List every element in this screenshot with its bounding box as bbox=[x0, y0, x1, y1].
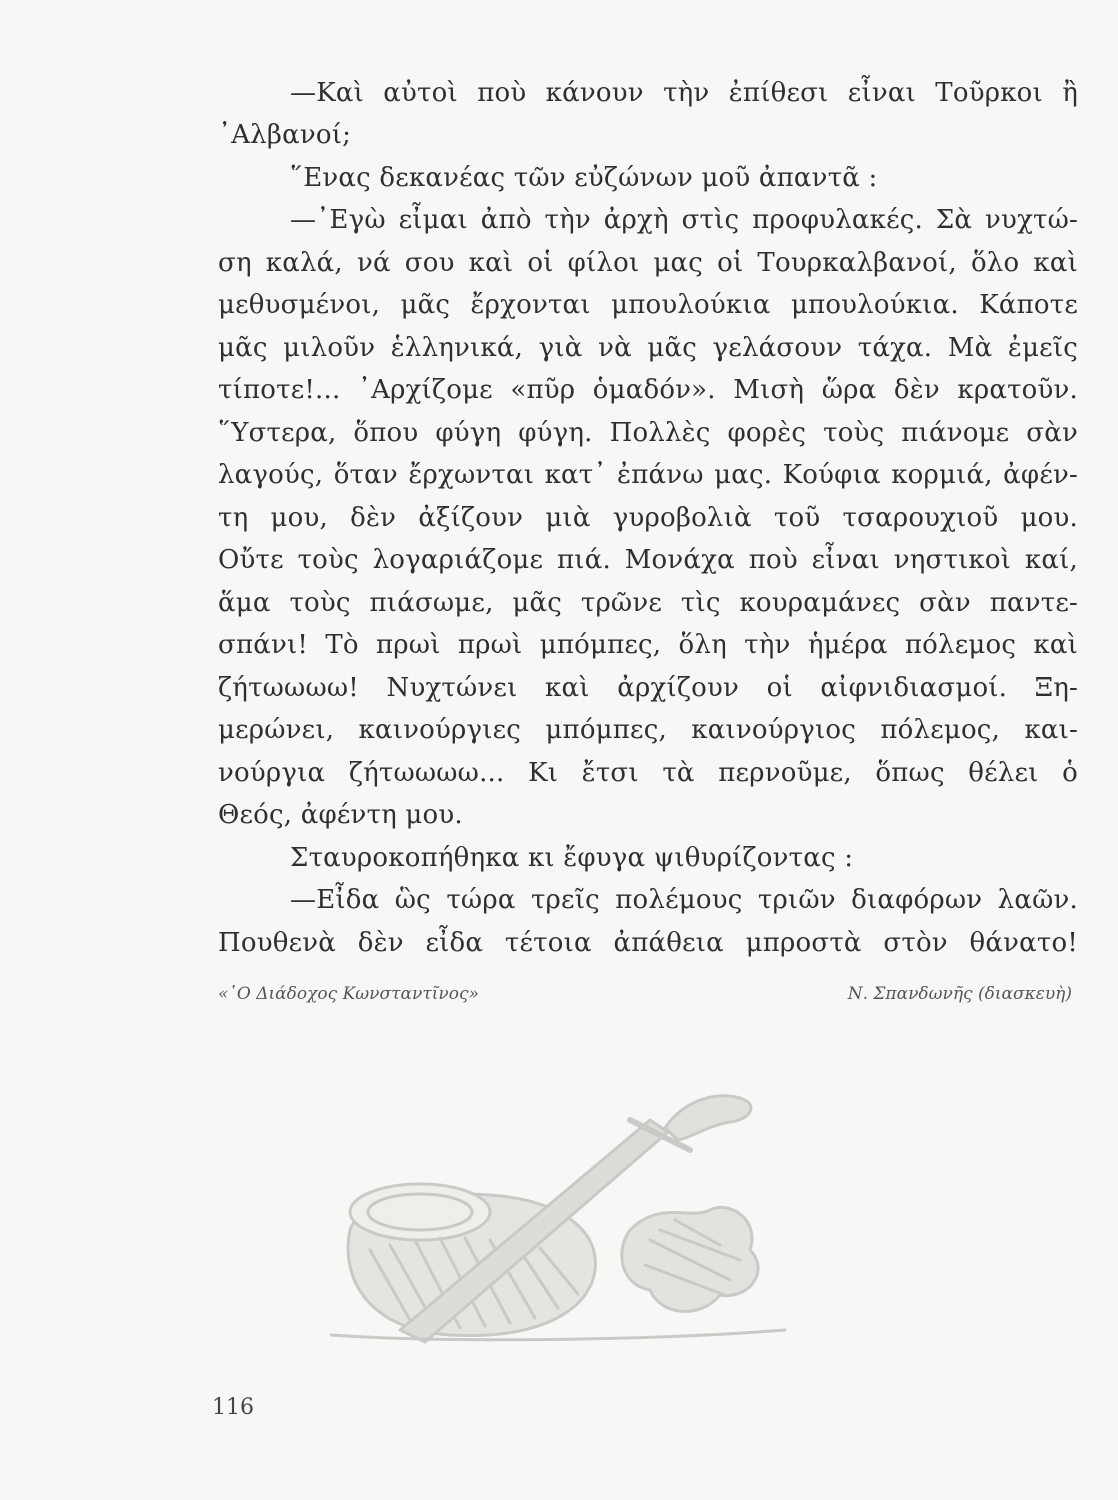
text-line: —᾿Εγὼ εἶμαι ἀπὸ τὴν ἀρχὴ στὶς προφυλακές. Σὰ νυχτώ- bbox=[290, 205, 1078, 235]
text-line: ἅμα τοὺς πιάσωμε, μᾶς τρῶνε τὶς κουραμάνες σὰν παντε- bbox=[218, 588, 1078, 618]
text-line: νούργια ζήτωωωω... Κι ἔτσι τὰ περνοῦμε, ὅπως θέλει ὁ bbox=[218, 758, 1078, 788]
text-line: ῞Ενας δεκανέας τῶν εὐζώνων μοῦ ἀπαντᾶ : bbox=[290, 163, 878, 193]
text-line: μερώνει, καινούργιες μπόμπες, καινούργιος πόλεμος, και- bbox=[218, 715, 1078, 745]
text-line: ζήτωωωω! Νυχτώνει καὶ ἀρχίζουν οἱ αἰφνιδιασμοί. Ξη- bbox=[218, 673, 1078, 703]
text-line: σπάνι! Τὸ πρωὶ πρωὶ μπόμπες, ὅλη τὴν ἡμέρα πόλεμος καὶ bbox=[218, 630, 1078, 660]
text-line: ᾿Αλβανοί; bbox=[218, 120, 352, 150]
source-author: Ν. Σπανδωνῆς (διασκευὴ) bbox=[847, 984, 1072, 1004]
text-line: Πουθενὰ δὲν εἶδα τέτοια ἀπάθεια μπροστὰ στὸν θάνατο! bbox=[218, 928, 1078, 958]
text-line: τη μου, δὲν ἀξίζουν μιὰ γυροβολιὰ τοῦ τσαρουχιοῦ μου. bbox=[218, 503, 1078, 533]
text-line: Σταυροκοπήθηκα κι ἔφυγα ψιθυρίζοντας : bbox=[290, 843, 854, 873]
text-line: Οὔτε τοὺς λογαριάζομε πιά. Μονάχα ποὺ εἶναι νηστικοὶ καί, bbox=[218, 545, 1078, 575]
source-book-title: «῾Ο Διάδοχος Κωνσταντῖνος» bbox=[218, 984, 479, 1004]
text-line: ῞Υστερα, ὅπου φύγη φύγη. Πολλὲς φορὲς τοὺς πιάνομε σὰν bbox=[218, 418, 1078, 448]
text-line: —Καὶ αὐτοὶ ποὺ κάνουν τὴν ἐπίθεσι εἶναι Τοῦρκοι ἢ bbox=[290, 78, 1078, 108]
text-line: —Εἶδα ὣς τώρα τρεῖς πολέμους τριῶν διαφόρων λαῶν. bbox=[290, 885, 1078, 915]
text-line: τίποτε!... ᾿Αρχίζομε «πῦρ ὁμαδόν». Μισὴ ὥρα δὲν κρατοῦν. bbox=[218, 375, 1078, 405]
text-line: ση καλά, νά σου καὶ οἱ φίλοι μας οἱ Τουρκαλβανοί, ὅλο καὶ bbox=[218, 248, 1078, 278]
text-line: λαγούς, ὅταν ἔρχωνται κατ᾿ ἐπάνω μας. Κούφια κορμιά, ἀφέν- bbox=[218, 460, 1078, 490]
text-line: Θεός, ἀφέντη μου. bbox=[218, 800, 463, 830]
page-number: 116 bbox=[212, 1395, 254, 1420]
text-line: μεθυσμένοι, μᾶς ἔρχονται μπουλούκια μπουλούκια. Κάποτε bbox=[218, 290, 1078, 320]
text-line: μᾶς μιλοῦν ἑλληνικά, γιὰ νὰ μᾶς γελάσουν τάχα. Μὰ ἐμεῖς bbox=[218, 333, 1078, 363]
sword-and-pot-engraving-icon bbox=[330, 1080, 790, 1350]
